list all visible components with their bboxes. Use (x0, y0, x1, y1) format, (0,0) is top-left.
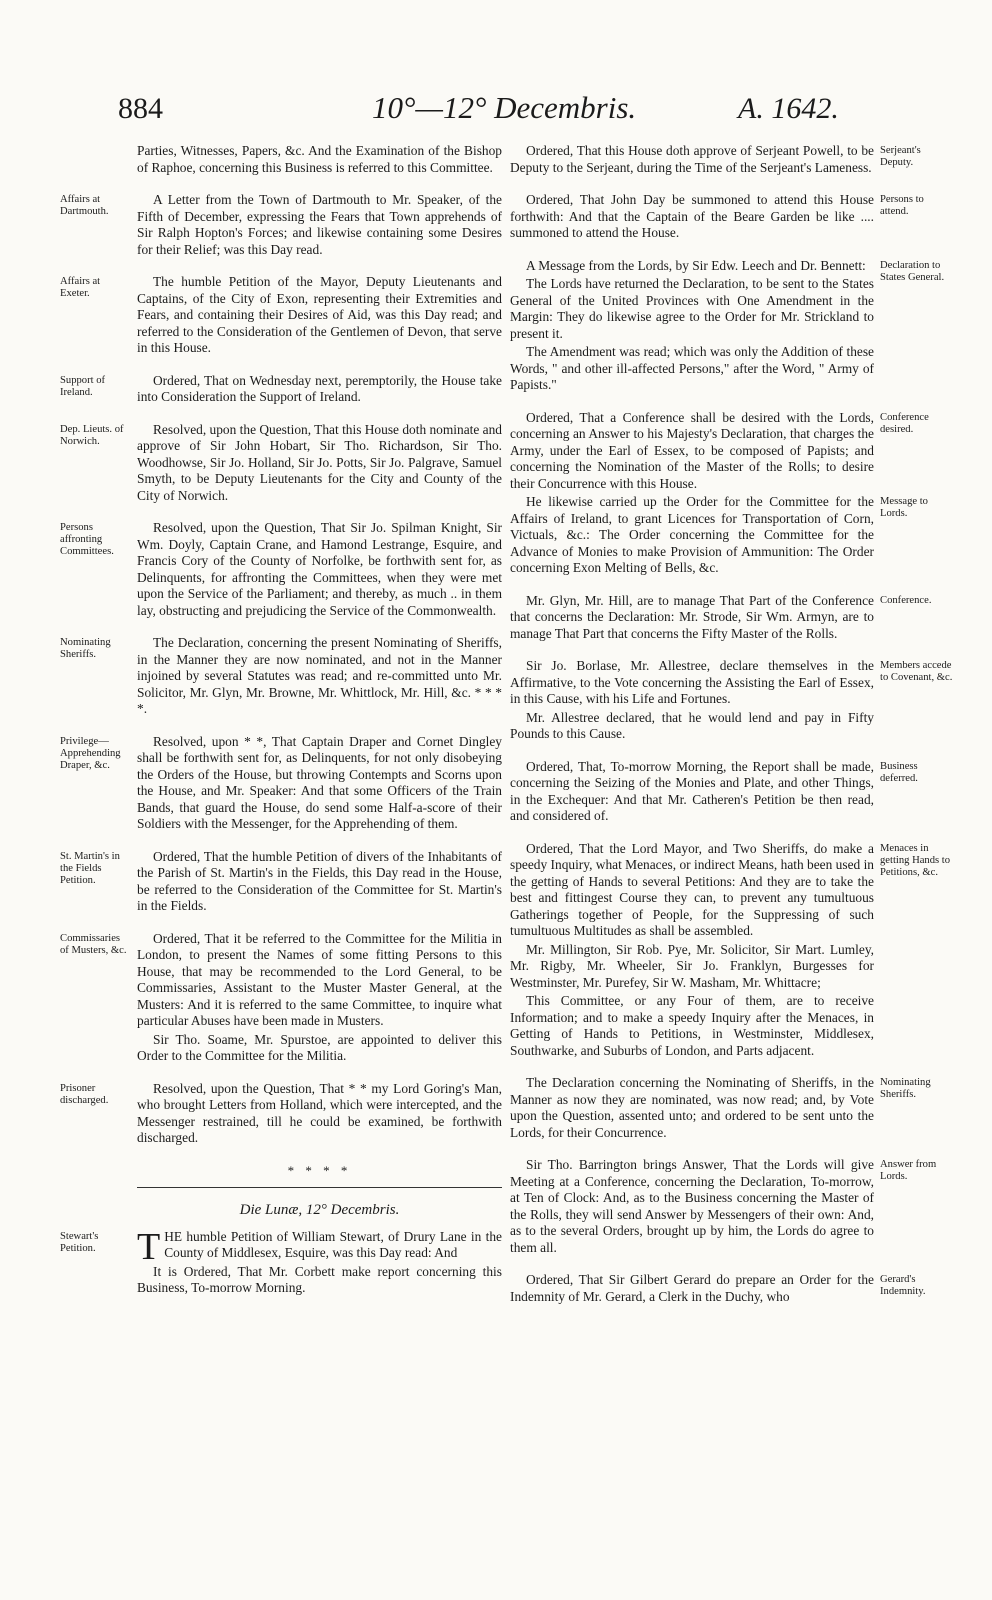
entry-persons-attend: Persons to attend. Ordered, That John Day be summoned to attend this House forthwith: And that the Captain of the Beare Garden be like .... summoned to attend the House. (510, 192, 874, 242)
entry-musters-sub: Sir Tho. Soame, Mr. Spurstoe, are appointed to deliver this Order to the Committee for the Militia. (137, 1031, 502, 1063)
header-year: A. 1642. (738, 92, 839, 125)
entry-affronting: Persons affronting Committees. Resolved, upon the Question, That Sir Jo. Spilman Knight, Sir Wm. Doyly, Captain Crane, and Hamond Lestrange, Esquire, and Francis Cory of the County of Norfolke, be forthwith sent for, as Delinquents, for affronting the Committees, when they were met upon the Service of the Parliament; and thereby, as much .. in them lay, obstructing and prejudicing the Service of the Commonwealth. (60, 520, 502, 618)
entry-norwich: Dep. Lieuts. of Norwich. Resolved, upon the Question, That this House doth nominate and approve of Sir John Hobart, Sir Tho. Richardson, Sir Tho. Woodhowse, Sir Jo. Holland, Sir Jo. Potts, Sir Jo. Palgrave, Samuel Smyth, to be Deputy Lieutenants for the City and County of the City of Norwich. (60, 421, 502, 503)
right-column (510, 143, 953, 1321)
margin-note: Menaces in getting Hands to Petitions, &c. (880, 842, 951, 878)
margin-note: Members accede to Covenant, &c. (880, 660, 953, 683)
entry-exeter: Affairs at Exeter. The humble Petition of the Mayor, Deputy Lieutenants and Captains, of the City of Exon, representing their Extremities and Fears, and containing their Desires of Aid, was this Day read; and referred to the Consideration of the Gentlemen of Devon, that serve in this House. (60, 274, 502, 355)
margin-note: Conference. (880, 594, 932, 606)
entry-st-martins: St. Martin's in the Fields Petition. Ordered, That the humble Petition of divers of the Inhabitants of the Parish of St. Martin's in the Fields, this Day read in the House, be referred to the Consideration of the Committee for St. Martin's in the Fields. (60, 848, 502, 913)
margin-note: St. Martin's in the Fields Petition. (60, 850, 120, 886)
margin-note: Persons to attend. (880, 194, 924, 217)
section-rule (137, 1187, 502, 1188)
margin-note: Nominating Sheriffs. (880, 1077, 931, 1100)
margin-note: Prisoner discharged. (60, 1082, 109, 1106)
entry-states-general-sub: The Amendment was read; which was only the Addition of these Words, " and other ill-affected Persons," after the Word, " Army of Papists." (510, 344, 874, 392)
entry-message-lords: Message to Lords. He likewise carried up the Order for the Committee for the Affairs of Ireland, to grant Licences for Transportation of Corn, Victuals, &c.: The Order concerning the Committee for the Advance of Monies to make Provision of Ammunition: The Order concerning Exon Melting of Bells, &c. (510, 494, 874, 577)
entry-stewart-sub: It is Ordered, That Mr. Corbett make report concerning this Business, To-morrow Morning. (137, 1263, 502, 1295)
entry-states-general-sub: The Lords have returned the Declaration, to be sent to the States General of the United Provinces with One Amendment in the Margin: They do likewise agree to the Order for Mr. Strickland to present it. (510, 276, 874, 341)
margin-note: Nominating Sheriffs. (60, 637, 111, 660)
margin-note: Persons affronting Committees. (60, 522, 114, 557)
entry-sheriffs: Nominating Sheriffs. The Declaration, concerning the present Nominating of Sheriffs, in the Manner they are now nominated, and not in the Manner injoined by several Statutes was read; and re-committed unto Mr. Solicitor, Mr. Glyn, Mr. Browne, Mr. Whittlock, Mr. Hill, &c. * * * *. (60, 635, 502, 716)
margin-note: Answer from Lords. (880, 1159, 937, 1182)
margin-note: Serjeant's Deputy. (880, 145, 921, 168)
day-title: Die Lunæ, 12° Decembris. (239, 1202, 400, 1218)
section-stars: * * * * (287, 1162, 352, 1178)
entry-continuation: Parties, Witnesses, Papers, &c. And the Examination of the Bishop of Raphoe, concerning this Business is referred to this Committee. (137, 143, 502, 175)
margin-note: Commissaries of Musters, &c. (60, 932, 127, 956)
entry-menaces-sub: Mr. Millington, Sir Rob. Pye, Mr. Solicitor, Sir Mart. Lumley, Mr. Rigby, Mr. Wheeler, Sir Jo. Franklyn, Burgesses for Westminster, Mr. Purefey, Sir W. Masham, Mr. Whittacre; (510, 941, 874, 990)
margin-note: Support of Ireland. (60, 374, 106, 398)
margin-note: Dep. Lieuts. of Norwich. (60, 423, 124, 447)
entry-menaces: Menaces in getting Hands to Petitions, &c. Ordered, That the Lord Mayor, and Two Sheriffs, do make a speedy Inquiry, what Menaces, or indirect Means, hath been used in the getting of Hands to several Petitions: And they are to take the best and fittingest Course they can, to prevent any tumultuous Gatherings together of People, for the Suppressing of such tumultuous Multitudes as shall be assembled. (510, 841, 874, 940)
entry-covenant-sub: Mr. Allestree declared, that he would lend and pay in Fifty Pounds to this Cause. (510, 709, 874, 741)
entry-ireland: Support of Ireland. Ordered, That on Wednesday next, peremptorily, the House take into Consideration the Support of Ireland. (60, 372, 502, 404)
entry-conference: Conference. Mr. Glyn, Mr. Hill, are to manage That Part of the Conference that concerns the Declaration: Mr. Strode, Sir Wm. Armyn, are to manage That Part that concerns the Fifty Master of the Rolls. (510, 593, 874, 643)
margin-note: Declaration to States General. (880, 259, 945, 283)
margin-note: Conference desired. (880, 411, 929, 435)
entry-business-deferred: Business deferred. Ordered, That, To-morrow Morning, the Report shall be made, concerning the Seizing of the Monies and Plate, and other Things, in the Exchequer: And that Mr. Catheren's Petition be then read, and considered of. (510, 759, 874, 825)
entry-dartmouth: Affairs at Dartmouth. A Letter from the Town of Dartmouth to Mr. Speaker, of the Fifth of December, expressing the Fears that Town apprehends of Sir Ralph Hopton's Forces; and likewise containing some Desires for their Relief; was this Day read. (60, 192, 502, 257)
entry-stewart: Stewart's Petition. T HE humble Petition of William Stewart, of Drury Lane in the County of Middlesex, Esquire, was this Day read: And (60, 1225, 502, 1268)
entry-musters: Commissaries of Musters, &c. Ordered, That it be referred to the Committee for the Militia in London, to present the Names of some fitting Persons to this House, that may be recommended to the Lord General, to be Commissaries, Assistant to the Muster Master General, at the Musters: And it is referred to the same Committee, to inquire what particular Abuses have been made in Musters. (60, 930, 502, 1028)
entry-menaces-sub: This Committee, or any Four of them, are to receive Information; and to make a speedy Inquiry after the Menaces, in Getting of Hands to Petitions, in Westminster, Middlesex, Southwarke, and Suburbs of London, and Parts adjacent. (510, 993, 874, 1058)
drop-cap: T (137, 1225, 161, 1268)
margin-note: Stewart's Petition. (60, 1230, 99, 1254)
entry-prisoner: Prisoner discharged. Resolved, upon the Question, That * * my Lord Goring's Man, who brought Letters from Holland, which were intercepted, and the Messenger restrained, till he could be examined, be forthwith discharged. (60, 1080, 502, 1145)
entry-nominating-sheriffs: Nominating Sheriffs. The Declaration concerning the Nominating of Sheriffs, in the Manner as now they are nominated, was now read; and, by Vote upon the Question, assented unto; and ordered to be sent unto the Lords, for their Concurrence. (510, 1075, 874, 1141)
running-header (0, 88, 992, 132)
margin-note: Gerard's Indemnity. (880, 1274, 926, 1297)
entry-gerard: Gerard's Indemnity. Ordered, That Sir Gilbert Gerard do prepare an Order for the Indemnity of Mr. Gerard, a Clerk in the Duchy, who (510, 1272, 874, 1305)
left-column (60, 143, 502, 1313)
margin-note: Affairs at Dartmouth. (60, 194, 109, 217)
margin-note: Message to Lords. (880, 496, 928, 519)
entry-serjeant: Serjeant's Deputy. Ordered, That this House doth approve of Serjeant Powell, to be Deputy to the Serjeant, during the Time of the Serjeant's Lameness. (510, 143, 874, 176)
header-date: 10°—12° Decembris. (372, 90, 637, 125)
entry-answer-lords: Answer from Lords. Sir Tho. Barrington brings Answer, That the Lords will give Meeting at a Conference, concerning the Declaration, To-morrow, at Ten of Clock: And, as to the Business concerning the Master of the Rolls, they will send Answer by Messengers of their own: And, as to the several Orders, brought up by him, the Lords do agree to them all. (510, 1157, 874, 1256)
margin-note: Business deferred. (880, 760, 918, 784)
entry-covenant: Members accede to Covenant, &c. Sir Jo. Borlase, Mr. Allestree, declare themselves in the Affirmative, to the Vote concerning the Assisting the Earl of Essex, in this Cause, with his Life and Fortunes. (510, 658, 953, 706)
page-number: 884 (118, 92, 163, 125)
entry-conference-desired: Conference desired. Ordered, That a Conference shall be desired with the Lords, concerning an Answer to his Majesty's Declaration, that charges the Army, under the Earl of Essex, to be composed of Papists; and concerning the Nomination of the Master of the Rolls; to desire their Concurrence with this House. (510, 410, 874, 493)
margin-note: Affairs at Exeter. (60, 276, 101, 299)
entry-states-general: Declaration to States General. A Message from the Lords, by Sir Edw. Leech and Dr. Bennett: (510, 258, 874, 275)
margin-note: Privilege—Apprehending Draper, &c. (60, 735, 121, 771)
entry-draper: Privilege—Apprehending Draper, &c. Resolved, upon * *, That Captain Draper and Cornet Dingley shall be forthwith sent for, as Delinquents, for not only disobeying the Orders of the House, but throwing Contempts and Scorns upon the House, and Mr. Speaker: And that some Officers of the Train Bands, that guard the House, do send some Half-a-score of their Soldiers with the Messenger, for the Apprehending of them. (60, 733, 502, 831)
